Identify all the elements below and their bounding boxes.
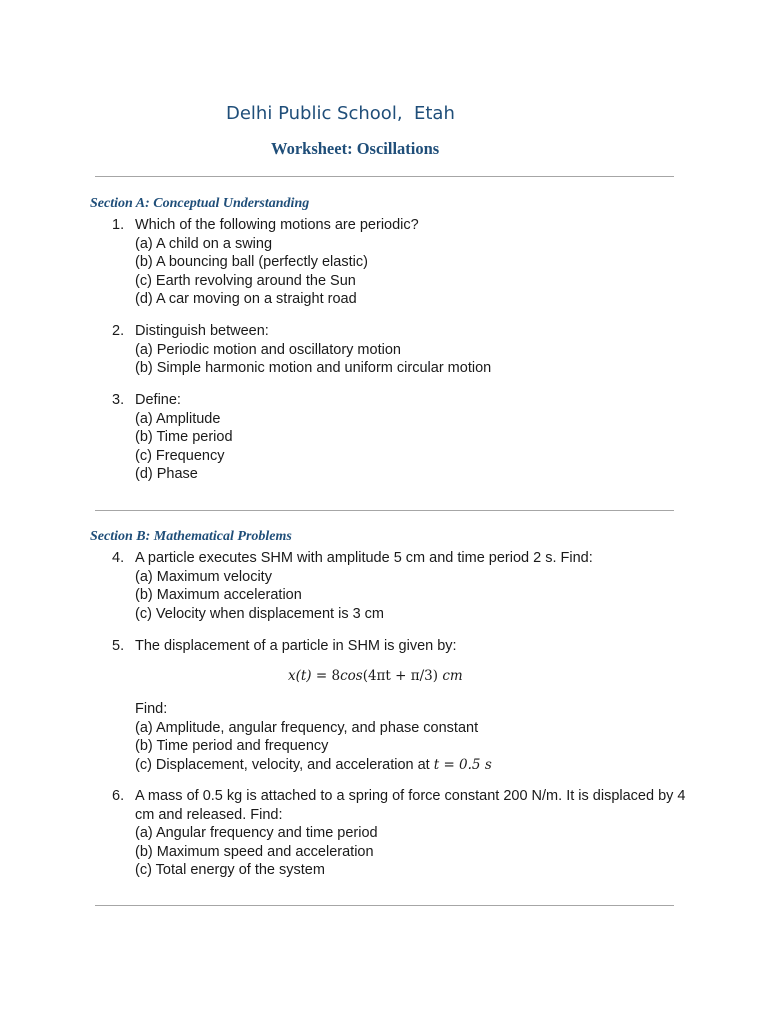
question-text: The displacement of a particle in SHM is given by:	[135, 638, 457, 654]
equation-coefficient: 8	[331, 668, 341, 684]
divider	[95, 176, 674, 177]
option: (a) A child on a swing	[135, 235, 273, 252]
equation-lhs: x(t)	[288, 668, 312, 684]
equation-argument: (4πt + π/3)	[362, 668, 439, 684]
section-a-heading: Section A: Conceptual Understanding	[90, 196, 310, 211]
option: (a) Amplitude	[135, 410, 221, 427]
option: (a) Maximum velocity	[135, 568, 272, 585]
option: (c) Total energy of the system	[135, 862, 325, 879]
question-number: 6.	[112, 788, 125, 804]
option: (c) Frequency	[135, 447, 225, 464]
displacement-equation	[288, 668, 463, 684]
option: (a) Periodic motion and oscillatory motion	[135, 341, 401, 358]
option: (a) Amplitude, angular frequency, and phase constant	[135, 719, 479, 736]
question-number: 4.	[112, 550, 125, 566]
question-number: 2.	[112, 323, 125, 339]
school-name: Delhi Public School, Etah	[226, 103, 455, 124]
question-number: 3.	[112, 392, 125, 408]
option: (d) A car moving on a straight road	[135, 291, 357, 308]
section-b-heading: Section B: Mathematical Problems	[90, 529, 292, 544]
question-number: 1.	[112, 217, 125, 233]
question-text: Which of the following motions are periodic?	[135, 217, 419, 233]
option: (b) Time period	[135, 429, 233, 446]
equation-unit: cm	[438, 668, 463, 684]
option: (b) Maximum speed and acceleration	[135, 843, 374, 860]
option-text: (c) Displacement, velocity, and acceleration at	[135, 756, 434, 773]
option: (b) Time period and frequency	[135, 738, 329, 755]
divider	[95, 905, 674, 906]
option: (a) Angular frequency and time period	[135, 825, 378, 842]
question-text: Define:	[135, 392, 181, 408]
worksheet-title: Worksheet: Oscillations	[271, 139, 440, 158]
question-text: A mass of 0.5 kg is attached to a spring of force constant 200 N/m. It is displaced by 4 cm and released. Find:	[135, 788, 686, 823]
option: (c) Earth revolving around the Sun	[135, 272, 356, 289]
divider	[95, 510, 674, 511]
option	[135, 756, 715, 775]
equation-function: cos	[340, 668, 363, 684]
find-label: Find:	[135, 701, 168, 717]
equation-equals: =	[311, 668, 332, 684]
option: (c) Velocity when displacement is 3 cm	[135, 605, 385, 622]
option: (b) Maximum acceleration	[135, 587, 302, 604]
option: (d) Phase	[135, 466, 198, 483]
option: (b) Simple harmonic motion and uniform circular motion	[135, 360, 492, 377]
question-text: Distinguish between:	[135, 323, 269, 339]
question-text: A particle executes SHM with amplitude 5 cm and time period 2 s. Find:	[135, 550, 593, 566]
question-number: 5.	[112, 638, 125, 654]
time-value: t = 0.5 s	[433, 756, 492, 773]
option: (b) A bouncing ball (perfectly elastic)	[135, 254, 368, 271]
